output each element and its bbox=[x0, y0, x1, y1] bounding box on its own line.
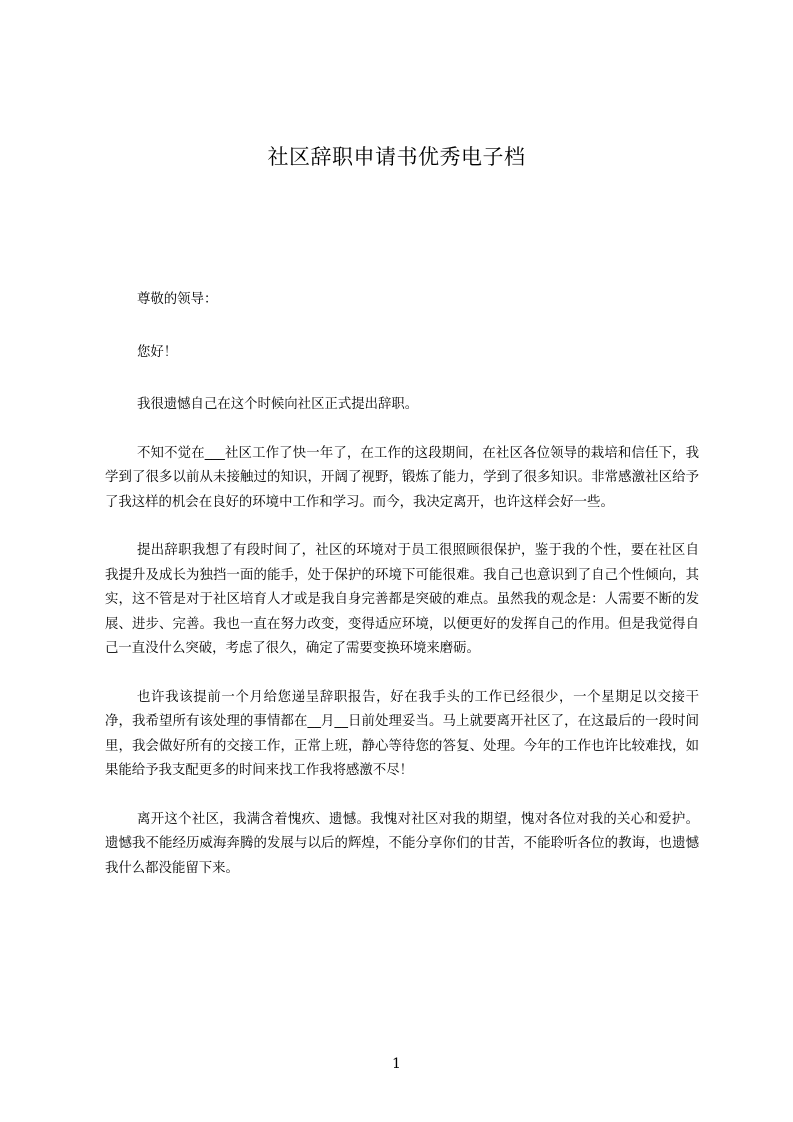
paragraph-2: 不知不觉在___社区工作了快一年了，在工作的这段期间，在社区各位领导的栽培和信任下，我学到了很多以前从未接触过的知识，开阔了视野，锻炼了能力，学到了很多知识。非常感激社区给予了我这样的机会在良好的环境中工作和学习。而今，我决定离开，也许这样会好一些。 bbox=[105, 445, 699, 510]
greeting: 您好！ bbox=[137, 344, 178, 360]
salutation: 尊敬的领导： bbox=[137, 292, 218, 307]
paragraph-1: 我很遗憾自己在这个时候向社区正式提出辞职。 bbox=[137, 397, 419, 412]
paragraph-3: 提出辞职我想了有段时间了，社区的环境对于员工很照顾很保护，鉴于我的个性，要在社区自我提升及成长为独挡一面的能手，处于保护的环境下可能很难。我自己也意识到了自己个性倾向，其实，这不管是对于社区培育人才或是我自身完善都是突破的难点。虽然我的观念是：人需要不断的发展、进步、完善。我也一直在努力改变，变得适应环境，以便更好的发挥自己的作用。但是我觉得自己一直没什么突破，考虑了很久，确定了需要变换环境来磨砺。 bbox=[105, 543, 699, 656]
paragraph-4: 也许我该提前一个月给您递呈辞职报告，好在我手头的工作已经很少，一个星期足以交接干净，我希望所有该处理的事情都在__月__日前处理妥当。马上就要离开社区了，在这最后的一段时间里，我会做好所有的交接工作，正常上班，静心等待您的答复、处理。今年的工作也许比较难找，如果能给予我支配更多的时间来找工作我将感激不尽！ bbox=[105, 689, 699, 778]
document-body bbox=[105, 288, 699, 905]
paragraph-5: 离开这个社区，我满含着愧疚、遗憾。我愧对社区对我的期望，愧对各位对我的关心和爱护。遗憾我不能经历威海奔腾的发展与以后的辉煌，不能分享你们的甘苦，不能聆听各位的教诲，也遗憾我什么都没能留下来。 bbox=[105, 811, 699, 876]
document-title: 社区辞职申请书优秀电子档 bbox=[267, 145, 526, 169]
page-number: 1 bbox=[392, 1056, 401, 1072]
